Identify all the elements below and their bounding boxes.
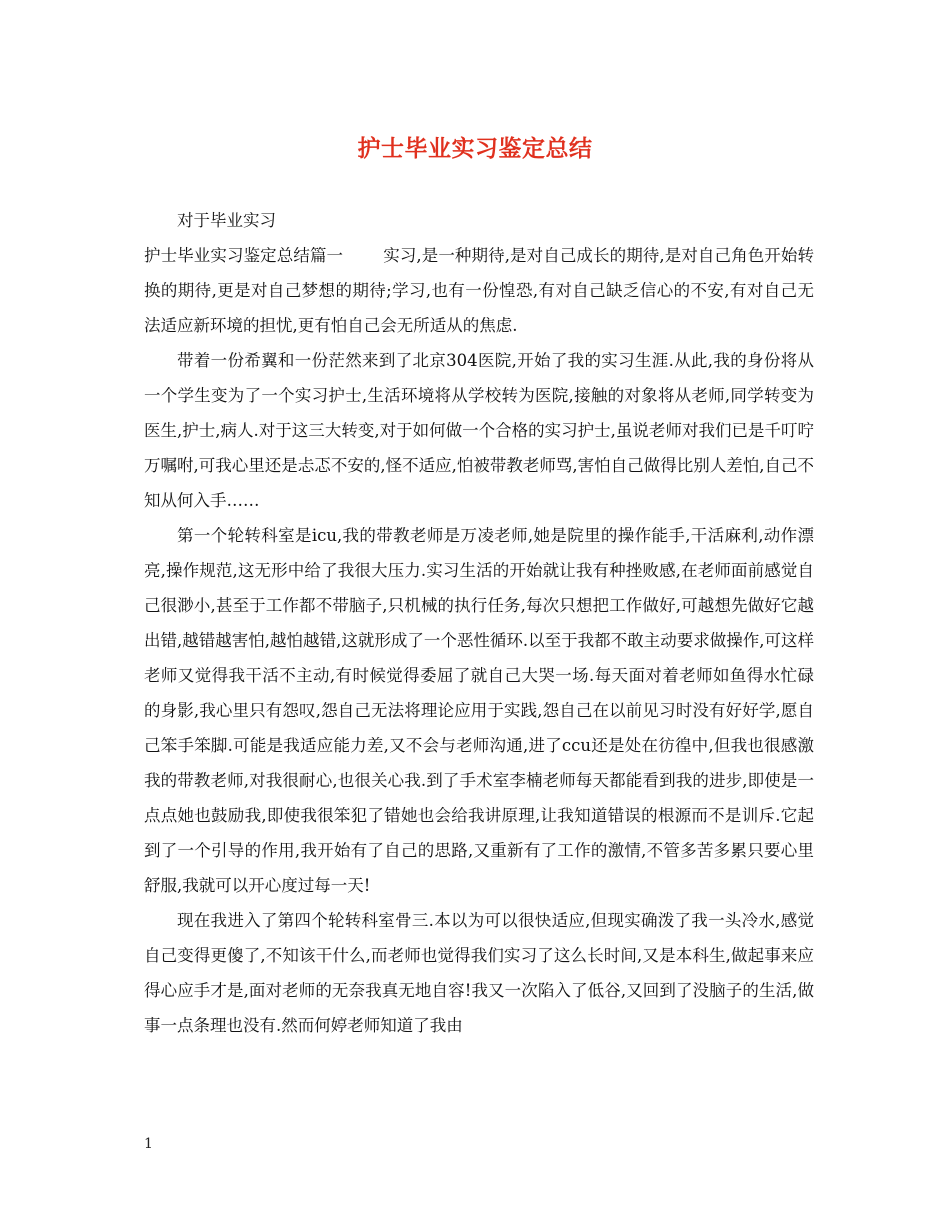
- document-title: 护士毕业实习鉴定总结: [357, 135, 593, 162]
- paragraph-1: [144, 238, 814, 343]
- paragraph-4: 现在我进入了第四个轮转科室骨三.本以为可以很快适应,但现实确泼了我一头冷水,感觉自己变得更傻了,不知该干什么,而老师也觉得我们实习了这么长时间,又是本科生,做起事来应得心应手才是,面对老师的无奈我真无地自容!我又一次陷入了低谷,又回到了没脑子的生活,做事一点条理也没有.然而何婷老师知道了我由: [144, 911, 814, 1035]
- paragraph-1-text: 实习,是一种期待,是对自己成长的期待,是对自己角色开始转换的期待,更是对自己梦想的期待;学习,也有一份惶恐,有对自己缺乏信心的不安,有对自己无法适应新环境的担忧,更有怕自己会无所适从的焦虑.: [144, 246, 814, 335]
- paragraph-2: 带着一份希翼和一份茫然来到了北京304医院,开始了我的实习生涯.从此,我的身份将从一个学生变为了一个实习护士,生活环境将从学校转为医院,接触的对象将从老师,同学转变为医生,护士,病人.对于这三大转变,对于如何做一个合格的实习护士,虽说老师对我们已是千叮咛万嘱咐,可我心里还是忐忑不安的,怪不适应,怕被带教老师骂,害怕自己做得比别人差怕,自己不知从何入手……: [144, 351, 814, 510]
- intro-line: 对于毕业实习: [177, 211, 276, 230]
- document-body: [144, 203, 814, 1043]
- page-number: 1: [144, 1136, 153, 1152]
- section-heading: 护士毕业实习鉴定总结篇一: [144, 246, 344, 265]
- paragraph-3: 第一个轮转科室是icu,我的带教老师是万凌老师,她是院里的操作能手,干活麻利,动作漂亮,操作规范,这无形中给了我很大压力.实习生活的开始就让我有种挫败感,在老师面前感觉自己很渺小,甚至于工作都不带脑子,只机械的执行任务,每次只想把工作做好,可越想先做好它越出错,越错越害怕,越怕越错,这就形成了一个恶性循环.以至于我都不敢主动要求做操作,可这样老师又觉得我干活不主动,有时候觉得委屈了就自己大哭一场.每天面对着老师如鱼得水忙碌的身影,我心里只有怨叹,怨自己无法将理论应用于实践,怨自己在以前见习时没有好好学,愿自己笨手笨脚.可能是我适应能力差,又不会与老师沟通,进了ccu还是处在彷徨中,但我也很感激我的带教老师,对我很耐心,也很关心我.到了手术室李楠老师每天都能看到我的进步,即使是一点点她也鼓励我,即使我很笨犯了错她也会给我讲原理,让我知道错误的根源而不是训斥.它起到了一个引导的作用,我开始有了自己的思路,又重新有了工作的激情,不管多苦多累只要心里舒服,我就可以开心度过每一天!: [144, 526, 814, 895]
